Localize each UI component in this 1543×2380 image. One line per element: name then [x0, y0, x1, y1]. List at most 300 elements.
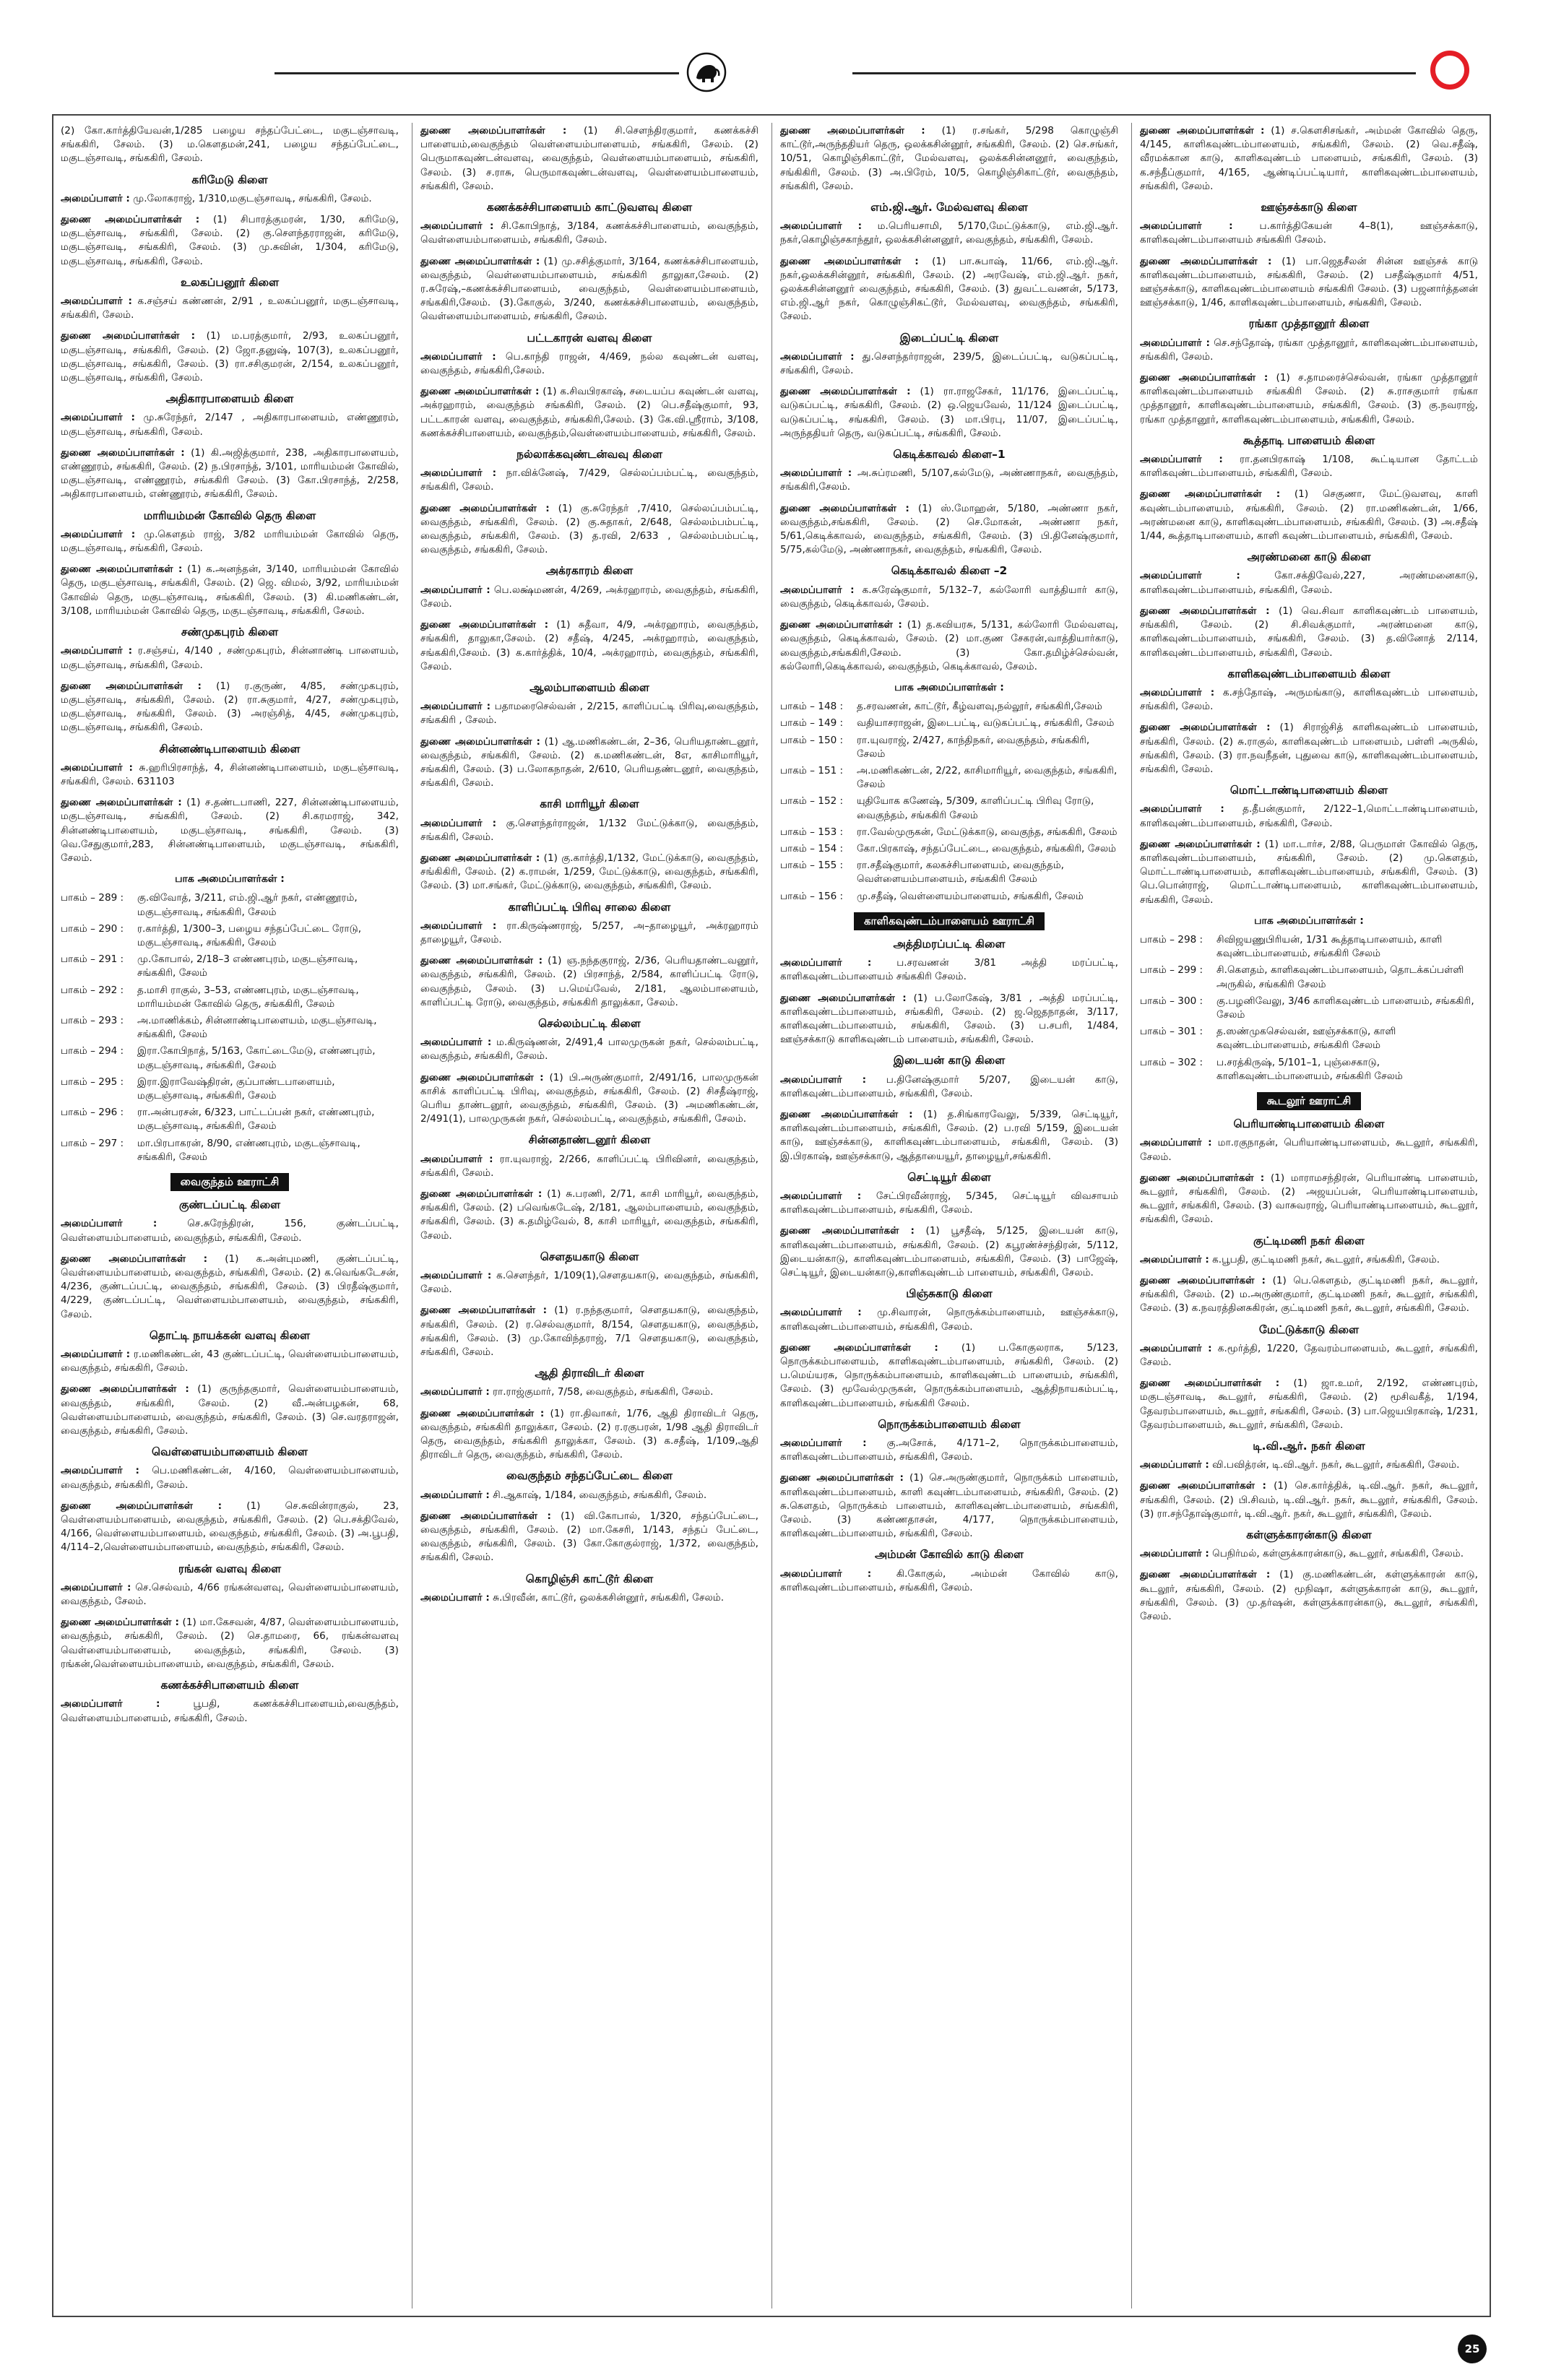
entry-text: ர.மணிகண்டன், 43 குண்டப்பட்டி, வெள்ளையம்பாளையம், வைகுந்தம், சங்ககிரி, சேலம்.	[61, 1349, 399, 1375]
section-heading: குண்டப்பட்டி கிளை	[178, 1198, 281, 1212]
section-heading: பாக அமைப்பாளர்கள் :	[894, 681, 1004, 693]
entry-paragraph	[420, 124, 758, 194]
member-entry	[420, 1304, 758, 1359]
booth-organiser: யுதியோக கணேஷ், 5/309, காளிப்பட்டி பிரிவு ரோடு, வைகுந்தம், சங்ககிரி சேலம்	[857, 795, 1094, 821]
entry-paragraph	[780, 1190, 1118, 1217]
booth-organiser: சி.கௌதம், காளிகவுண்டம்பாளையம், தொடக்கப்பள்ளி அருகில், சங்ககிரி சேலம்	[1216, 964, 1464, 990]
entry-text: (1) மா.கேசவன், 4/87, வெள்ளையம்பாளையம், வைகுந்தம், சங்ககிரி, சேலம். (2) செ.தாமரை, 66, ரங்கன்வளவு வெள்ளையம்பாளையம், வைகுந்தம், சங்ககிரி, சேலம். (3) ரங்கன்,வெள்ளையம்பாளையம், வைகுந்தம், சங்ககிரி, சேலம்.	[61, 1617, 399, 1670]
entry-text: ரா.கிருஷ்ணராஜ், 5/257, அ–தாழையூர், அக்ரஹாரம் தாழையூர், சேலம்.	[420, 919, 758, 945]
entry-text: ரா.ராஜ்குமார், 7/58, வைகுந்தம், சங்ககிரி, சேலம்.	[493, 1386, 714, 1398]
member-entry	[780, 956, 1118, 984]
entry-paragraph	[420, 1036, 758, 1063]
role-label: அமைப்பாளர் :	[420, 701, 491, 713]
entry-text: (1) கு.சுரேந்தர் ,7/410, செல்லப்பம்பட்டி, வைகுந்தம், சங்ககிரி, சேலம். (2) கு.சுதாகர், 2/648, செல்லம்பம்பட்டி, வைகுந்தம், சங்ககிரி, சேலம். (3) த.ரவி, 2/633 , செல்லம்பம்பட்டி, வைகுந்தம், சங்ககிரி, சேலம்.	[420, 502, 758, 556]
role-label: துணை அமைப்பாளர்கள் :	[61, 563, 183, 576]
booth-number: பாகம் – 290 :	[61, 922, 124, 935]
entry-text: க.சந்தோஷ், அருமங்காடு, காளிகவுண்டம் பாளையம், சங்ககிரி, சேலம்.	[1140, 686, 1478, 713]
role-label: அமைப்பாளர் :	[61, 1581, 131, 1593]
member-entry	[1140, 1377, 1478, 1432]
entry-text: ப.கார்த்திகேயன் 4–8(1), ஊஞ்சக்காடு, காளிகவுண்டம்பாளையம் சங்ககிரி சேலம்.	[1140, 220, 1478, 246]
entry-paragraph	[420, 1510, 758, 1565]
booth-number: பாகம் – 150 :	[780, 734, 844, 746]
role-label: துணை அமைப்பாளர்கள் :	[420, 1407, 545, 1419]
entry-text: (1) சி.சௌந்திரகுமார், கணக்கச்சி பாளையம்,வைகுந்தம் வெள்ளையம்பாளையம், சங்ககிரி, சேலம். (2) பெருமாகவுண்டன்வளவு, வைகுந்தம், வெள்ளையம்பாளையம், சங்ககிரி, சேலம். (3) ச.ராசு, பெருமாகவுண்டன்வளவு, வெள்ளையம்பாளையம், சங்ககிரி, சேலம்.	[420, 125, 758, 192]
member-entry	[1140, 686, 1478, 714]
section-heading: கரிமேடு கிளை	[191, 173, 268, 186]
entry-paragraph	[61, 761, 399, 789]
booth-entry	[61, 1014, 399, 1042]
entry-text: (1) ர.நந்தகுமார், சௌதயகாடு, வைகுந்தம், சங்ககிரி, சேலம். (2) ர.செல்வகுமார், 8/154, சௌதயகாடு, வைகுந்தம், சங்ககிரி, சேலம். (3) மு.கோவிந்தராஜ், 7/1 சௌதயகாடு, வைகுந்தம், சங்ககிரி, சேலம்.	[420, 1304, 758, 1359]
section-heading: மொட்டாண்டிபாளையம் கிளை	[1229, 784, 1388, 797]
member-entry	[1140, 605, 1478, 660]
member-entry	[780, 124, 1118, 194]
entry-text: பூபதி, கணக்கச்சிபாளையம்,வைகுந்தம், வெள்ளையம்பாளையம், சங்ககிரி, சேலம்.	[61, 1698, 399, 1724]
booth-entry	[1140, 933, 1478, 961]
entry-paragraph	[61, 329, 399, 385]
role-label: அமைப்பாளர் :	[420, 919, 497, 932]
role-label: அமைப்பாளர் :	[420, 350, 496, 363]
section-heading: காளிகவுண்டம்பாளையம் கிளை	[1227, 667, 1391, 680]
entry-paragraph	[1140, 1547, 1478, 1561]
role-label: அமைப்பாளர் :	[780, 1190, 862, 1202]
booth-organiser: இரா.இராவேஷ்திரன், குப்பாண்டபாளையம், மகுடஞ்சாவடி, சங்ககிரி, சேலம்	[137, 1076, 335, 1102]
booth-number: பாகம் – 297 :	[61, 1137, 124, 1149]
member-entry	[780, 1471, 1118, 1541]
section-heading: அதிகாரபாளையம் கிளை	[165, 392, 294, 406]
entry-paragraph	[420, 255, 758, 324]
booth-entry	[1140, 995, 1478, 1022]
role-label: அமைப்பாளர் :	[420, 1037, 492, 1049]
member-entry	[420, 1510, 758, 1565]
entry-text: பதாமரைசெல்வன் , 2/215, காளிப்பட்டி பிரிவு,வைகுந்தம், சங்ககிரி , சேலம்.	[420, 701, 758, 727]
role-label: துணை அமைப்பாளர்கள் :	[1140, 1569, 1271, 1581]
entry-paragraph	[61, 446, 399, 502]
entry-paragraph	[420, 919, 758, 947]
entry-text: சு.பிரவீன், காட்டூர், ஒலக்கசின்னூர், சங்ககிரி, சேலம்.	[493, 1591, 725, 1604]
red-ring-icon	[1430, 51, 1469, 90]
entry-text: கு.அசோக், 4/171–2, நொருக்கம்பாளையம், காளிகவுண்டம்பாளையம், சங்ககிரி, சேலம்.	[780, 1437, 1118, 1463]
entry-paragraph	[780, 584, 1118, 611]
entry-paragraph	[61, 1252, 399, 1322]
member-entry	[780, 1437, 1118, 1464]
entry-paragraph	[420, 1269, 758, 1297]
entry-text: கு.சௌந்தர்ராஜன், 1/132 மேட்டுக்காடு, வைகுந்தம், சங்ககிரி, சேலம்.	[420, 817, 758, 843]
entry-text: மு.சுரேந்தர், 2/147 , அதிகாரபாளையம், எண்ணூரம், மகுடஞ்சாவடி, சங்ககிரி, சேலம்.	[61, 412, 399, 438]
entry-paragraph	[1140, 569, 1478, 597]
entry-paragraph	[61, 1500, 399, 1555]
entry-text: ம.பெரியசாமி, 5/170,மேட்டுக்காடு, எம்.ஜி.ஆர். நகர்,கொழிஞ்சகாந்தூர், ஒலக்கசின்னனூர், வைகுந்தம், சங்ககிரி, சேலம்.	[780, 220, 1118, 246]
booth-organiser: ரா.யுவராஜ், 2/427, காந்திநகர், வைகுந்தம், சங்ககிரி, சேலம்	[857, 734, 1090, 760]
member-entry	[420, 385, 758, 441]
member-entry	[1140, 1342, 1478, 1369]
member-entry	[420, 350, 758, 378]
entry-paragraph	[780, 385, 1118, 441]
entry-text: (1) கு.கார்த்தி,1/132, மேட்டுக்காடு, வைகுந்தம், சங்கிகிரி, சேலம். (2) க.ராமன், 1/259, மேட்டுக்காடு, வைகுந்தம், சங்ககிரி, சேலம். (3) மா.சங்கர், மேட்டுக்காடு, வைகுந்தம், சங்ககிரி, சேலம்.	[420, 852, 758, 892]
role-label: துணை அமைப்பாளர்கள் :	[61, 1500, 222, 1512]
role-label: துணை அமைப்பாளர்கள் :	[780, 992, 907, 1004]
role-label: துணை அமைப்பாளர்கள் :	[420, 619, 549, 631]
role-label: துணை அமைப்பாளர்கள் :	[420, 1510, 551, 1522]
entry-text: க.சுரேஷ்குமார், 5/132–7, கல்லோரி வாத்தியார் காடு, வைகுந்தம், கெடிக்காவல், சேலம்.	[780, 584, 1118, 610]
entry-text: (1) செ.அருண்குமார், நொருக்கம் பாளையம், காளிகவுண்டம்பாளையம், காளி கவுண்டம்பாளையம், சங்ககிரி, சேலம். (2) சு.கௌதம், நொருக்கம் பாளையம், காளிகவுண்டம்பாளையம், சங்ககிரி, சேலம். (3) கண்ணதாசன், 4/177, நொருக்கம்பாளையம், காளிகவுண்டம்பாளையம், சங்ககிரி, சேலம்.	[780, 1472, 1118, 1540]
member-entry	[420, 817, 758, 844]
entry-text: (1) ச.கௌசிசங்கர், அம்மன் கோவில் தெரு, 4/145, காளிகவுண்டம்பாளையம், சங்ககிரி, சேலம். (2) வெ.சதீஷ், வீரமக்கான காடு, காளிகவுண்டம் பாளையம், சங்ககிரி, சேலம். (3) க.சந்தீப்குமார், 4/165, ஆண்டிப்பட்டியார், காளிகவுண்டம்பாளையம், சங்ககிரி, சேலம்.	[1140, 125, 1478, 192]
booth-number: பாகம் – 293 :	[61, 1014, 124, 1026]
role-label: துணை அமைப்பாளர்கள் :	[780, 255, 919, 267]
member-entry	[420, 1489, 758, 1502]
section-heading: மாரியம்மன் கோவில் தெரு கிளை	[143, 509, 316, 522]
section-heading: ஆலம்பாளையம் கிளை	[530, 680, 649, 694]
member-entry	[61, 1616, 399, 1671]
entry-text: (1) செகுணா, மேட்டுவளவு, காளி கவுண்டம்பாளையம், சங்ககிரி, சேலம். (2) ரா.மணிகண்டன், 1/66, அரண்மனை காடு, காளிகவுண்டம்பாளையம், சங்ககிரி, சேலம். (3) அ.சதீஷ் 1/44, கூத்தாடிபாளையம், காளி கவுண்டம்பாளையம், சங்ககிரி, சேலம்.	[1140, 488, 1478, 542]
entry-paragraph	[420, 220, 758, 247]
entry-text: (1) கி.அஜித்குமார், 238, அதிகாரபாளையம், எண்ணூரம், சங்ககிரி, சேலம். (2) ந.பிரசாந்த், 3/101, மாரியம்மன் கோவில், மகுடஞ்சாவடி, எண்ணூரம், சங்ககிரி சேலம். (3) கோ.பிரசாந்த், 2/258, அதிகாரபாளையம், எண்ணூரம், சங்ககிரி, சேலம்.	[61, 446, 399, 501]
entry-paragraph	[61, 1697, 399, 1725]
entry-text: அ.சுப்ரமணி, 5/107,கல்மேடு, அண்ணாநகர், வைகுந்தம், சங்ககிரி,சேலம்.	[780, 467, 1118, 493]
entry-paragraph	[420, 1489, 758, 1502]
role-label: துணை அமைப்பாளர்கள் :	[420, 955, 543, 967]
entry-text: ரா.யுவராஜ், 2/266, காளிப்பட்டி பிரிவினர், வைகுந்தம், சங்ககிரி, சேலம்.	[420, 1153, 758, 1179]
column-2	[420, 124, 758, 2306]
role-label: அமைப்பாளர் :	[1140, 454, 1223, 466]
section-heading: கெடிக்காவல் கிளை –2	[891, 564, 1008, 578]
entry-paragraph	[1140, 686, 1478, 714]
role-label: துணை அமைப்பாளர்கள் :	[1140, 1275, 1266, 1287]
section-heading: கள்ளுக்காரன்காடு கிளை	[1246, 1528, 1372, 1542]
member-entry	[780, 350, 1118, 378]
role-label: துணை அமைப்பாளர்கள் :	[420, 1304, 548, 1317]
entry-text: (1) குருந்தகுமார், வெள்ளையம்பாளையம், வைகுந்தம், சங்ககிரி, சேலம். (2) வீ.அன்பழகன், 68, வெள்ளையம்பாளையம், வைகுந்தம், சங்ககிரி, சேலம். (3) செ.வரதராஜன், வைகுந்தம், சங்ககிரி, சேலம்.	[61, 1383, 399, 1437]
member-entry	[1140, 838, 1478, 907]
booth-entry	[780, 826, 1118, 839]
role-label: அமைப்பாளர் :	[61, 645, 133, 657]
entry-paragraph	[61, 528, 399, 555]
member-entry	[420, 618, 758, 674]
entry-paragraph	[780, 1306, 1118, 1333]
entry-text: (1) ச.தாமரைச்செல்வன், ரங்கா முத்தானூர் காளிகவுண்டம்பாளையம் சங்ககிரி சேலம். (2) சு.ராசகுமார் ரங்கா முத்தானூர், காளிகவுண்டம்பாளையம், சங்ககிரி, சேலம். (3) கு.நவராஜ், ரங்கா முத்தானூர், காளிகவுண்டம்பாளையம், சங்ககிரி, சேலம்.	[1140, 372, 1478, 425]
member-entry	[780, 1108, 1118, 1164]
member-entry	[1140, 255, 1478, 311]
role-label: துணை அமைப்பாளர்கள் :	[1140, 125, 1265, 137]
section-heading: கெடிக்காவல் கிளை–1	[893, 448, 1006, 462]
section-heading: உலகப்பனூர் கிளை	[180, 275, 280, 289]
role-label: அமைப்பாளர் :	[780, 1073, 867, 1086]
entry-text: மா.ரகுநாதன், பெரியாண்டிபாளையம், கூடலூர், சங்ககிரி, சேலம்.	[1140, 1137, 1478, 1163]
member-entry	[780, 1190, 1118, 1217]
header-rule-left	[275, 72, 679, 74]
member-entry	[420, 1591, 758, 1605]
booth-entry	[61, 984, 399, 1011]
role-label: அமைப்பாளர் :	[1140, 803, 1224, 815]
booth-organiser: ரா.வேல்முருகன், மேட்டுக்காடு, வைகுந்த, சங்ககிரி, சேலம்	[857, 826, 1118, 838]
role-label: துணை அமைப்பாளர்கள் :	[420, 386, 540, 398]
entry-text: (1) பெ.கௌதம், குட்டிமணி நகர், கூடலூர், சங்ககிரி, சேலம். (2) ம.அருண்குமார், குட்டிமணி நகர், கூடலூர், சங்ககிரி, சேலம். (3) க.நவரத்தினசுகிரன், குட்டிமணி நகர், கூடலூர், சங்ககிரி, சேலம்.	[1140, 1275, 1478, 1315]
section-heading: கணக்கச்சிபாளையம் காட்டுவளவு கிளை	[486, 201, 693, 215]
entry-paragraph	[420, 1407, 758, 1463]
entry-text: பெ.மணிகண்டன், 4/160, வெள்ளையம்பாளையம், வைகுந்தம், சங்ககிரி, சேலம்.	[61, 1465, 399, 1491]
entry-paragraph	[780, 1471, 1118, 1541]
role-label: துணை அமைப்பாளர்கள் :	[1140, 1480, 1266, 1492]
role-label: அமைப்பாளர் :	[780, 957, 872, 969]
role-label: துணை அமைப்பாளர்கள் :	[420, 255, 540, 267]
member-entry	[420, 255, 758, 324]
member-entry	[780, 502, 1118, 558]
entry-paragraph	[420, 1304, 758, 1359]
entry-paragraph	[1140, 1377, 1478, 1432]
section-heading: சின்னண்டிபாளையம் கிளை	[159, 742, 301, 756]
member-entry	[780, 1567, 1118, 1595]
entry-paragraph	[1140, 1342, 1478, 1369]
entry-paragraph	[780, 1567, 1118, 1595]
entry-text: (1) ர.குருண், 4/85, சண்முகபுரம், மகுடஞ்சாவடி, சங்ககிரி, சேலம். (2) ரா.சுகுமார், 4/27, சண்முகபுரம், மகுடஞ்சாவடி, சங்ககிரி, சேலம். (3) அரஞ்சித், 4/45, சண்முகபுரம், மகுடஞ்சாவடி, சங்ககிரி, சேலம்.	[61, 680, 399, 734]
role-label: துணை அமைப்பாளர்கள் :	[420, 735, 540, 748]
role-label: அமைப்பாளர் :	[1140, 1548, 1209, 1560]
booth-number: பாகம் – 148 :	[780, 701, 844, 713]
entry-text: கோ.சக்திவேல்,227, அரண்மனைகாடு, காளிகவுண்டம்பாளையம், சங்ககிரி, சேலம்.	[1140, 570, 1478, 596]
member-entry	[420, 124, 758, 194]
member-entry	[61, 124, 399, 166]
entry-paragraph	[1140, 1136, 1478, 1164]
entry-text: (1) ஜா.உமர், 2/192, எண்ணபுரம், மகுடஞ்சாவடி, கூடலூர், சங்ககிரி, சேலம். (2) மூசிவகீத், 1/194, தேவரம்பாளையம், கூடலூர், சங்ககிரி, சேலம். (3) பா.ஜெயபிரகாஷ், 1/231, தேவரம்பாளையம், கூடலூர், சங்ககிரி, சேலம்.	[1140, 1377, 1478, 1431]
entry-text: (1) ர.சங்கர், 5/298 கொழுஞ்சி காட்டூர்,அருந்ததியர் தெரு, ஒலக்கசின்னூர், சங்ககிரி, சேலம். (2) செ.சங்கர், 10/51, கொழிஞ்சிகாட்டூர், மேல்வளவு, ஒலக்கசின்னனூர், வைகுந்தம், சங்கிகிரி, சேலம். (3) அ.பிரேம், 10/5, கொழிஞ்சிகாட்டூர், வைகுந்தம், சங்ககிரி, சேலம்.	[780, 125, 1118, 192]
role-label: துணை அமைப்பாளர்கள் :	[61, 1617, 179, 1629]
role-label: அமைப்பாளர் :	[420, 817, 497, 829]
role-label: துணை அமைப்பாளர்கள் :	[780, 502, 909, 514]
booth-organiser: மு.கோபால், 2/18–3 எண்ணபுரம், மகுடஞ்சாவடி, சங்ககிரி, சேலம்	[137, 953, 358, 979]
section-heading: அக்ரகாரம் கிளை	[545, 564, 634, 578]
role-label: அமைப்பாளர் :	[1140, 337, 1210, 349]
entry-text: சு.ஹரிபிரசாந்த், 4, சின்னண்டிபாளையம், மகுடஞ்சாவடி, சங்ககிரி, சேலம். 631103	[61, 761, 399, 787]
booth-entry	[780, 734, 1118, 761]
member-entry	[61, 1217, 399, 1245]
entry-paragraph	[61, 1217, 399, 1245]
section-heading: வைகுந்தம் சந்தப்பேட்டை கிளை	[506, 1469, 673, 1483]
entry-text: க.சௌந்தர், 1/109(1),சௌதயகாடு, வைகுந்தம், சங்ககிரி, சேலம்.	[420, 1270, 758, 1296]
section-heading: தொட்டி நாயக்கன் வளவு கிளை	[149, 1328, 311, 1342]
booth-organiser: த.சரவணன், காட்டூர், கீழ்வளவு,நல்லூர், சங்ககிரி,சேலம்	[857, 701, 1102, 713]
booth-number: பாகம் – 299 :	[1140, 964, 1203, 977]
booth-number: பாகம் – 302 :	[1140, 1056, 1203, 1068]
entry-text: செ.செல்வம், 4/66 ரங்கன்வளவு, வெள்ளையம்பாளையம், வைகுந்தம், சேலம்.	[61, 1581, 399, 1608]
entry-text: (1) வெ.சிவா காளிகவுண்டம் பாளையம், சங்ககிரி, சேலம். (2) சி.சிவக்குமார், அரண்மனை காடு, காளிகவுண்டம்பாளையம், சங்ககிரி, சேலம். (3) த.வினோத் 2/114, காளிகவுண்டம்பாளையம், சங்ககிரி, சேலம்.	[1140, 605, 1478, 659]
entry-paragraph	[420, 1591, 758, 1605]
booth-entry	[780, 717, 1118, 730]
entry-text: மு.சிவாரன், நொருக்கம்பாளையம், ஊஞ்சக்காடு, காளிகவுண்டம்பாளையம், சங்ககிரி, சேலம்.	[780, 1307, 1118, 1333]
entry-text: து.சௌந்தர்ராஜன், 239/5, இடைப்பட்டி, வடுகப்பட்டி, சங்ககிரி, சேலம்.	[780, 350, 1118, 377]
member-entry	[420, 1407, 758, 1463]
role-label: துணை அமைப்பாளர்கள் :	[61, 446, 185, 459]
member-entry	[61, 761, 399, 789]
booth-organiser: கு.விவோத், 3/211, எம்.ஜி.ஆர் நகர், எண்ணூரம், மகுடஞ்சாவடி, சங்ககிரி, சேலம்	[137, 892, 358, 918]
entry-paragraph	[1140, 838, 1478, 907]
entry-text: (1) த.சிங்காரவேலு, 5/339, செட்டியூர், காளிகவுண்டம்பாளையம், சங்ககிரி, சேலம். (2) ப.ரவி 5/159, இடையன் காடு, ஊஞ்சக்காடு, காளிகவுண்டம்பாளையம், சங்ககிரி, சேலம். (3) இ.பிரகாஷ், ஊஞ்சக்காடு, ஆத்தாயையூர், தாழையூர்,சங்ககிரி.	[780, 1108, 1118, 1162]
booth-organiser: ப.சரத்கிருஷ், 5/101–1, புஞ்சைகாடு, காளிகவுண்டம்பாளையம், சங்ககிரி சேலம்	[1216, 1056, 1403, 1082]
section-heading: அரண்மனை காடு கிளை	[1247, 550, 1371, 564]
booth-organiser: த.ஸண்முகசெல்வன், ஊஞ்சக்காடு, காளி கவுண்டம்பாளையம், சங்ககிரி சேலம்	[1216, 1026, 1396, 1052]
entry-text: (1) ப.லோகேஷ், 3/81 , அத்தி மரப்பட்டி, காளிகவுண்டம்பாளையம், சங்ககிரி, சேலம். (2) ஜ.ஜெதநாதன், 3/117, காளிகவுண்டம்பாளையம், சங்ககிரி, சேலம். (3) ப.சபரி, 1/484, ஊஞ்சக்காடு காளிகவுண்டம் பாளையம், சங்ககிரி, சேலம்.	[780, 992, 1118, 1046]
role-label: துணை அமைப்பாளர்கள் :	[420, 1188, 543, 1200]
entry-text: (1) கு.மணிகண்டன், கள்ளுக்காரன் காடு, கூடலூர், சங்ககிரி, சேலம். (2) மூநிஷா, கள்ளுக்காரன் காடு, கூடலூர், சங்ககிரி, சேலம். (3) மு.தர்ஷன், கள்ளுக்காரன்காடு, கூடலூர், சங்ககிரி, சேலம்.	[1140, 1569, 1478, 1623]
member-entry	[1140, 488, 1478, 543]
section-heading: பெரியாண்டிபாளையம் கிளை	[1233, 1117, 1385, 1131]
section-heading: எம்.ஜி.ஆர். மேல்வளவு கிளை	[870, 201, 1028, 215]
entry-text: (1) மாராமசந்திரன், பெரியாண்டி பாளையம், கூடலூர், சங்ககிரி, சேலம். (2) அஜயப்பன், பெரியாண்டிபாளையம், கூடலூர், சங்ககிரி, சேலம். (3) வாசுவராஜ், பெரியாண்டிபாளையம், கூடலூர், சங்ககிரி, சேலம்.	[1140, 1172, 1478, 1226]
member-entry	[420, 919, 758, 947]
page-number: 25	[1458, 2334, 1487, 2363]
booth-number: பாகம் – 154 :	[780, 842, 844, 854]
entry-text: (1) பா.ஜெதசீலன் சின்ன ஊஞ்சக் காடு காளிகவுண்டம்பாளையம், சங்ககிரி, சேலம். (2) பசதீஷ்குமார் 4/51, ஊஞ்சக்காடு, காளிகவுண்டம்பாளையம் சங்ககிரி சேலம். (3) பஜனார்த்தனன் ஊஞ்சக்காடு, 1/46, காளிகவுண்டம்பாளையம், சங்ககிரி, சேலம்.	[1140, 255, 1478, 309]
member-entry	[780, 1073, 1118, 1101]
section-heading: ரங்கா முத்தானூர் கிளை	[1248, 317, 1370, 331]
entry-paragraph	[780, 618, 1118, 674]
member-entry	[1140, 337, 1478, 364]
entry-paragraph	[780, 350, 1118, 378]
member-entry	[1140, 1458, 1478, 1472]
entry-text: (1) ரா.ராஜசேகர், 11/176, இடைப்பட்டி, வடுகப்பட்டி, சங்ககிரி, சேலம். (2) ஒ.ஜெயவேல், 11/124 இடைப்பட்டி, வடுகப்பட்டி, சங்ககிரி, சேலம். (3) மா.பிரபு, 11/07, இடைப்பட்டி, அருந்ததியர் தெரு, வடுகப்பட்டி, சங்ககிரி, சேலம்.	[780, 386, 1118, 439]
entry-paragraph	[61, 1382, 399, 1438]
role-label: துணை அமைப்பாளர்கள் :	[1140, 605, 1270, 617]
role-label: அமைப்பாளர் :	[61, 761, 133, 774]
member-entry	[420, 1269, 758, 1297]
booth-entry	[61, 922, 399, 950]
booth-organiser: ரா.அன்பரசன், 6/323, பாட்டப்பன் நகர், எண்ணபுரம், மகுடஞ்சாவடி, சங்ககிரி, சேலம்	[137, 1107, 375, 1133]
member-entry	[780, 618, 1118, 674]
booth-entry	[1140, 964, 1478, 991]
role-label: துணை அமைப்பாளர்கள் :	[61, 1383, 189, 1395]
member-entry	[1140, 1479, 1478, 1521]
entry-paragraph	[61, 295, 399, 322]
member-entry	[61, 192, 399, 206]
entry-paragraph	[780, 1437, 1118, 1464]
section-heading: செல்லம்பட்டி கிளை	[538, 1016, 641, 1030]
section-heading: காளிப்பட்டி பிரிவு சாலை கிளை	[508, 900, 671, 914]
role-label: அமைப்பாளர் :	[780, 1307, 862, 1319]
booth-number: பாகம் – 152 :	[780, 795, 844, 808]
section-heading: வெள்ளையம்பாளையம் கிளை	[151, 1445, 308, 1459]
role-label: அமைப்பாளர் :	[420, 1153, 493, 1165]
entry-paragraph	[61, 644, 399, 672]
role-label: துணை அமைப்பாளர்கள் :	[420, 502, 550, 514]
entry-paragraph	[780, 467, 1118, 494]
member-entry	[61, 1500, 399, 1555]
entry-paragraph	[780, 255, 1118, 324]
role-label: துணை அமைப்பாளர்கள் :	[1140, 1377, 1280, 1390]
entry-paragraph	[420, 1385, 758, 1399]
entry-text: க.பூபதி, குட்டிமணி நகர், கூடலூர், சங்ககிரி, சேலம்.	[1212, 1253, 1440, 1265]
entry-paragraph	[420, 350, 758, 378]
role-label: அமைப்பாளர் :	[61, 412, 135, 424]
role-label: அமைப்பாளர் :	[61, 1349, 131, 1361]
booth-organiser: கு.பழனிவேலு, 3/46 காளிகவுண்டம் பாளையம், சங்ககிரி, சேலம்	[1216, 995, 1474, 1021]
section-heading: செட்டியூர் கிளை	[907, 1170, 991, 1184]
member-entry	[780, 385, 1118, 441]
member-entry	[1140, 453, 1478, 480]
booth-organiser: அ.மணிகண்டன், 2/22, காசிமாரியூர், வைகுந்தம், சங்ககிரி, சேலம்	[857, 764, 1118, 791]
role-label: அமைப்பாளர் :	[1140, 570, 1240, 582]
section-heading: அத்திமரப்பட்டி கிளை	[893, 937, 1006, 951]
member-entry	[780, 1341, 1118, 1411]
entry-paragraph	[61, 124, 399, 166]
panchayat-banner: காளிகவுண்டம்பாளையம் ஊராட்சி	[854, 912, 1045, 930]
entry-paragraph	[61, 680, 399, 735]
member-entry	[1140, 1274, 1478, 1316]
booth-number: பாகம் – 300 :	[1140, 995, 1203, 1007]
member-entry	[61, 329, 399, 385]
section-heading: சண்முகபுரம் கிளை	[181, 626, 279, 639]
booth-entry	[61, 1106, 399, 1133]
role-label: அமைப்பாளர் :	[61, 528, 136, 540]
role-label: துணை அமைப்பாளர்கள் :	[780, 1341, 938, 1354]
member-entry	[420, 735, 758, 791]
entry-paragraph	[61, 1581, 399, 1609]
role-label: துணை அமைப்பாளர்கள் :	[1140, 1172, 1265, 1184]
entry-text: மு.லோகராஜ், 1/310,மகுடஞ்சாவடி, சங்ககிரி, சேலம்.	[133, 192, 372, 204]
section-heading: பட்டகாரன் வளவு கிளை	[527, 331, 652, 345]
entry-paragraph	[780, 956, 1118, 984]
entry-text: பெநிர்மல், கள்ளுக்காரன்காடு, கூடலூர், சங்ககிரி, சேலம்.	[1212, 1548, 1464, 1560]
section-heading: ஆதி திராவிடர் கிளை	[535, 1367, 644, 1380]
entry-text: (1) ரா.திவாகர், 1/76, ஆதி திராவிடர் தெரு, வைகுந்தம், சங்ககிரி தாலுக்கா, சேலம். (2) ர.ரகுபரன், 1/98 ஆதி திராவிடர் தெரு, வைகுந்தம், சங்ககிரி தாலுக்கா, சேலம். (3) க.சதீஷ், 1/109,ஆதி திராவிடர் தெரு, வைகுந்தம், சங்ககிரி, சேலம்.	[420, 1407, 758, 1461]
section-heading: இடைப்பட்டி கிளை	[899, 331, 999, 345]
role-label: அமைப்பாளர் :	[1140, 1137, 1212, 1149]
member-entry	[420, 852, 758, 893]
role-label: அமைப்பாளர் :	[420, 1489, 490, 1501]
section-heading: பிஞ்சுகாடு கிளை	[906, 1287, 993, 1301]
section-heading: காசி மாரியூர் கிளை	[540, 797, 639, 811]
panchayat-banner: வைகுந்தம் ஊராட்சி	[170, 1173, 290, 1191]
entry-text: க.சஞ்சய் கண்ணன், 2/91 , உலகப்பனூர், மகுடஞ்சாவடி, சங்ககிரி, சேலம்.	[61, 295, 399, 321]
role-label: அமைப்பாளர் :	[61, 192, 130, 204]
role-label: துணை அமைப்பாளர்கள் :	[780, 125, 925, 137]
booth-number: பாகம் – 149 :	[780, 717, 844, 730]
member-entry	[420, 700, 758, 727]
entry-text: கி.கோகுல், அம்மன் கோவில் காடு, காளிகவுண்டம்பாளையம், சங்ககிரி, சேலம்.	[780, 1567, 1118, 1593]
entry-text: (1) ம.பரத்குமார், 2/93, உலகப்பனூர், மகுடஞ்சாவடி, சங்ககிரி, சேலம். (2) ஜோ.தனுஷ், 107(3), உலகப்பனூர், மகுடஞ்சாவடி, சங்ககிரி, சேலம். (3) ரா.சசிகுமரன், 2/154, உலகப்பனூர், மகுடஞ்சாவடி, சங்ககிரி, சேலம்.	[61, 330, 399, 384]
role-label: அமைப்பாளர் :	[780, 467, 852, 480]
member-entry	[61, 796, 399, 865]
role-label: அமைப்பாளர் :	[1140, 686, 1215, 698]
booth-organiser: வதியாசராஜன், இடைபட்டி, வடுகப்பட்டி, சங்ககிரி, சேலம்	[857, 717, 1115, 730]
booth-entry	[780, 890, 1118, 904]
role-label: துணை அமைப்பாளர்கள் :	[61, 330, 196, 342]
role-label: துணை அமைப்பாளர்கள் :	[61, 680, 202, 692]
entry-paragraph	[420, 584, 758, 611]
entry-text: (1) மு.சசித்குமார், 3/164, கணக்கச்சிபாளையம், வைகுந்தம், வெள்ளையம்பாளையம், சங்ககிரி தாலுகா,சேலம். (2) ர.சுரேஷ்,–கணக்கச்சிபாளையம், வைகுந்தம், வெள்ளையம்பாளையம், சங்ககிரி,சேலம். (3).கோகுல், 3/240, கணக்கச்சிபாளையம், வைகுந்தம், வெள்ளையம்பாளையம், சங்ககிரி, சேலம்.	[420, 255, 758, 323]
section-heading: கொழிஞ்சி காட்டூர் கிளை	[525, 1572, 654, 1585]
entry-text: (1) ஸ்.மோஹன், 5/180, அண்ணா நகர், வைகுந்தம்,சங்ககிரி, சேலம். (2) செ.மோகன், அண்ணா நகர், 5/61,கெடிக்காவல், வைகுந்தம், சங்ககிரி, சேலம். (3) பி.தினேஷ்குமார், 5/75,கல்மேடு, அண்ணாநகர், வைகுந்தம், சங்ககிரி, சேலம்.	[780, 502, 1118, 556]
entry-paragraph	[780, 992, 1118, 1047]
member-entry	[1140, 1547, 1478, 1561]
member-entry	[1140, 721, 1478, 776]
entry-paragraph	[780, 1108, 1118, 1164]
role-label: அமைப்பாளர் :	[420, 1591, 490, 1604]
booth-entry	[61, 1076, 399, 1103]
entry-text: (1) சு.பரணி, 2/71, காசி மாரியூர், வைகுந்தம், சங்ககிரி, சேலம். (2) பவெங்கடேஷ், 2/181, ஆலம்பாளையம், வைகுந்தம், சங்ககிரி, சேலம். (3) க.தமிழ்வேல், 8, காசி மாரியூர், வைகுந்தம், சங்ககிரி, சேலம்.	[420, 1188, 758, 1242]
entry-text: ப.சரவணன் 3/81 அத்தி மரப்பட்டி, காளிகவுண்டம்பாளையம் சங்ககிரி சேலம்.	[780, 957, 1118, 983]
entry-paragraph	[420, 618, 758, 674]
member-entry	[1140, 802, 1478, 830]
entry-paragraph	[780, 1073, 1118, 1101]
member-entry	[420, 1187, 758, 1243]
section-heading: மேட்டுக்காடு கிளை	[1258, 1323, 1360, 1336]
booth-organiser: ர.கார்த்தி, 1/300–3, பழைய சந்தப்பேட்டை ரோடு, மகுடஞ்சாவடி, சங்ககிரி, சேலம்	[137, 922, 362, 948]
entry-paragraph	[61, 213, 399, 269]
role-label: அமைப்பாளர் :	[420, 220, 494, 233]
booth-entry	[61, 891, 399, 919]
role-label: அமைப்பாளர் :	[420, 1386, 490, 1398]
member-entry	[420, 954, 758, 1010]
entry-text: ர.சஞ்சய், 4/140 , சண்முகபுரம், சின்னாண்டி பாளையம், மகுடஞ்சாவடி, சங்ககிரி, சேலம்.	[61, 645, 399, 671]
